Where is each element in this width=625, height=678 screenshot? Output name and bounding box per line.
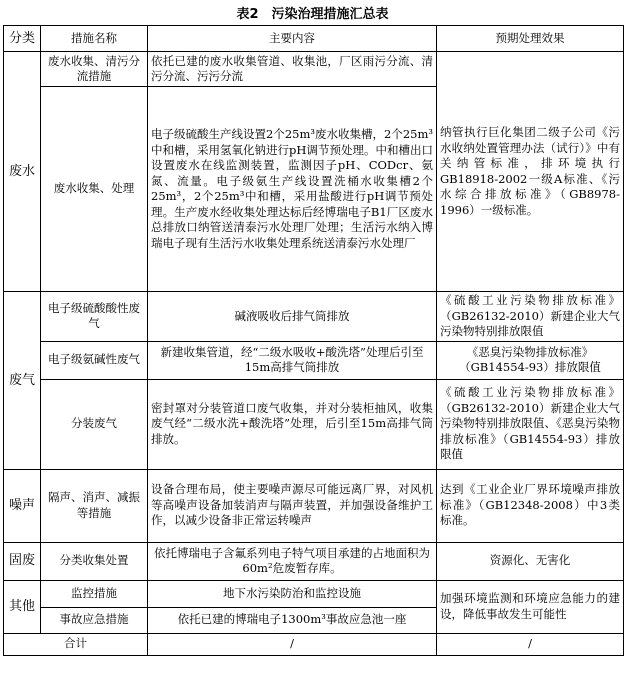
content-cell: 设备合理布局，使主要噪声源尽可能远离厂界，对风机等高噪声设备加装消声与隔声装置，并加强设备维护工作，以减少设备非正常运转噪声 xyxy=(148,469,437,542)
category-wastegas: 废气 xyxy=(4,292,41,470)
measure-cell: 废水收集、清污分流措施 xyxy=(41,52,148,87)
effect-cell: 《恶臭污染物排放标准》（GB14554-93）排放限值 xyxy=(437,341,624,379)
header-category: 分类 xyxy=(4,26,41,52)
content-cell: 电子级硫酸生产线设置2个25m³废水收集槽，2个25m³中和槽，采用氢氧化钠进行pH调节预处理。中和槽出口设置废水在线监测装置，监测因子pH、CODcr、氨氮、流量。电子级氨生产线设置洗桶水收集槽2个25m³，2个25m³中和槽，采用盐酸进行pH调节预处理。生产废水经收集处理达标后经博瑞电子B1厂区废水总排放口纳管送清泰污水处理厂处理；生活污水纳入博瑞电子现有生活污水收集处理系统送清泰污水处理厂 xyxy=(148,87,437,292)
category-wastewater: 废水 xyxy=(4,52,41,292)
measure-cell: 事故应急措施 xyxy=(41,607,148,633)
content-cell: 依托博瑞电子含氟系列电子特气项目承建的占地面积为60m²危废暂存库。 xyxy=(148,542,437,580)
effect-cell: 《硫酸工业污染物排放标准》（GB26132-2010）新建企业大气污染物特别排放限值 xyxy=(437,292,624,342)
header-effect: 预期处理效果 xyxy=(437,26,624,52)
effect-cell: 《硫酸工业污染物排放标准》（GB26132-2010）新建企业大气污染物特别排放限值、《恶臭污染物排放标准》（GB14554-93）排放限值 xyxy=(437,379,624,469)
measure-cell: 分装废气 xyxy=(41,379,148,469)
category-other: 其他 xyxy=(4,580,41,633)
total-label: 合计 xyxy=(4,633,148,655)
category-noise: 噪声 xyxy=(4,469,41,542)
effect-cell: 资源化、无害化 xyxy=(437,542,624,580)
table-row xyxy=(4,580,624,607)
pollution-measures-table xyxy=(3,25,624,656)
content-cell: 依托已建的博瑞电子1300m³事故应急池一座 xyxy=(148,607,437,633)
measure-cell: 分类收集处置 xyxy=(41,542,148,580)
table-row xyxy=(4,379,624,469)
table-row xyxy=(4,292,624,342)
table-row xyxy=(4,341,624,379)
category-solid: 固废 xyxy=(4,542,41,580)
table-row xyxy=(4,469,624,542)
total-content: / xyxy=(148,633,437,655)
table-row xyxy=(4,52,624,87)
table-title: 表2 污染治理措施汇总表 xyxy=(236,7,389,22)
content-cell: 新建收集管道，经“二级水吸收+酸洗塔”处理后引至15m高排气筒排放 xyxy=(148,341,437,379)
content-cell: 地下水污染防治和监控设施 xyxy=(148,580,437,607)
effect-cell: 纳管执行巨化集团二级子公司《污水收纳处置管理办法（试行）》中有关纳管标准，排环境执行GB18918-2002一级A标准、《污水综合排放标准》（GB8978-1996）一级标准。 xyxy=(437,52,624,292)
content-cell: 碱液吸收后排气筒排放 xyxy=(148,292,437,342)
effect-cell: 达到《工业企业厂界环境噪声排放标准》（GB12348-2008）中3类标准。 xyxy=(437,469,624,542)
measure-cell: 隔声、消声、减振等措施 xyxy=(41,469,148,542)
total-row xyxy=(4,633,624,655)
table-row xyxy=(4,542,624,580)
header-row xyxy=(4,26,624,52)
header-measure: 措施名称 xyxy=(41,26,148,52)
content-cell: 依托已建的废水收集管道、收集池，厂区雨污分流、清污分流、污污分流 xyxy=(148,52,437,87)
effect-cell: 加强环境监测和环境应急能力的建设，降低事故发生可能性 xyxy=(437,580,624,633)
header-content: 主要内容 xyxy=(148,26,437,52)
measure-cell: 监控措施 xyxy=(41,580,148,607)
total-effect: / xyxy=(437,633,624,655)
measure-cell: 电子级硫酸酸性废气 xyxy=(41,292,148,342)
measure-cell: 电子级氨碱性废气 xyxy=(41,341,148,379)
measure-cell: 废水收集、处理 xyxy=(41,87,148,292)
content-cell: 密封罩对分装管道口废气收集，并对分装柜抽风，收集废气经“二级水洗+酸洗塔”处理，后引至15m高排气筒排放。 xyxy=(148,379,437,469)
